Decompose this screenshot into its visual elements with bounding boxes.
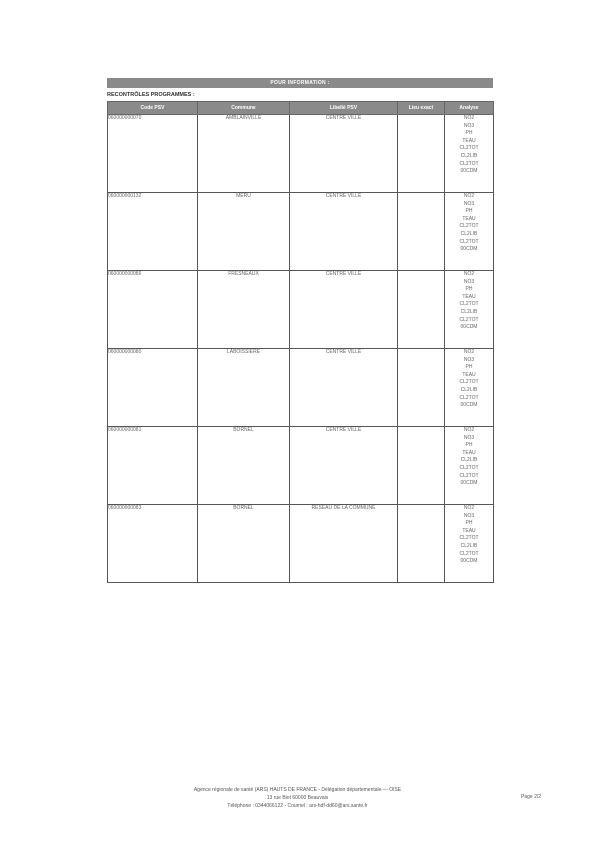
cell-analyses (445, 193, 494, 271)
header-libelle-psv: Libellé PSV (290, 102, 398, 115)
analysis-item: PH (465, 130, 473, 137)
cell-libelle-psv: CENTRE VILLE (290, 271, 398, 349)
analysis-item: TEAU (462, 527, 476, 534)
table-row (108, 427, 494, 505)
analysis-item: 00CDM (460, 402, 478, 409)
analysis-item: 00CDM (460, 246, 478, 253)
analysis-item: TEAU (462, 371, 476, 378)
footer-contact: Téléphone : 0344066122 - Courriel : ars-hdf-dd60@ars.sante.fr (227, 803, 368, 809)
table-row (108, 349, 494, 427)
footer (0, 786, 595, 810)
analysis-item: PH (465, 286, 473, 293)
analysis-item: PH (465, 208, 473, 215)
analysis-item: NO2 (463, 193, 475, 199)
analysis-item: CL2TOT (459, 472, 479, 479)
cell-commune: FRESNEAUX (198, 271, 290, 349)
cell-lieu-exact (398, 505, 445, 583)
cell-lieu-exact (398, 349, 445, 427)
analysis-item: NO3 (463, 200, 475, 207)
analysis-item: NO2 (463, 427, 475, 433)
analysis-item: TEAU (462, 137, 476, 144)
controls-table (107, 101, 494, 583)
cell-lieu-exact (398, 427, 445, 505)
analysis-item: PH (465, 520, 473, 527)
cell-lieu-exact (398, 271, 445, 349)
footer-agency: Agence régionale de santé (ARS) HAUTS DE FRANCE - Délégation départementale — OISE (193, 787, 402, 793)
cell-code-psv: 060000000080 (108, 349, 198, 427)
analysis-item: NO3 (463, 122, 475, 129)
cell-code-psv: 060000000132 (108, 193, 198, 271)
table-row (108, 505, 494, 583)
cell-libelle-psv: CENTRE VILLE (290, 193, 398, 271)
cell-lieu-exact (398, 193, 445, 271)
analysis-item: CL2LIB (460, 542, 478, 549)
header-code-psv: Code PSV (108, 102, 198, 115)
table-header-row (108, 102, 494, 115)
analysis-item: CL2TOT (459, 238, 479, 245)
cell-libelle-psv: CENTRE VILLE (290, 349, 398, 427)
cell-code-psv: 060000000070 (108, 115, 198, 193)
cell-libelle-psv: RESEAU DE LA COMMUNE (290, 505, 398, 583)
analysis-item: TEAU (462, 449, 476, 456)
header-commune: Commune (198, 102, 290, 115)
analysis-item: CL2TOT (459, 223, 479, 230)
cell-analyses (445, 427, 494, 505)
page-number: Page 2/2 (521, 794, 542, 800)
analysis-item: NO2 (463, 349, 475, 355)
cell-lieu-exact (398, 115, 445, 193)
cell-commune: LABOISSIERE (198, 349, 290, 427)
table-row (108, 193, 494, 271)
info-banner: POUR INFORMATION : (107, 78, 493, 88)
header-lieu-exact: Lieu exact (398, 102, 445, 115)
analysis-item: 00CDM (460, 480, 478, 487)
analysis-item: NO2 (463, 271, 475, 277)
analysis-item: TEAU (462, 215, 476, 222)
analysis-item: NO2 (463, 115, 475, 121)
cell-analyses (445, 271, 494, 349)
analysis-item: TEAU (462, 293, 476, 300)
analysis-item: CL2LIB (460, 457, 478, 464)
analysis-item: NO3 (463, 356, 475, 363)
analysis-item: PH (465, 364, 473, 371)
analysis-item: CL2LIB (460, 230, 478, 237)
header-analyse: Analyse (445, 102, 494, 115)
section-title: RECONTRÔLES PROGRAMMES : (107, 92, 195, 98)
analysis-item: CL2TOT (459, 145, 479, 152)
analysis-item: CL2TOT (459, 316, 479, 323)
cell-commune: BORNEL (198, 427, 290, 505)
cell-analyses (445, 115, 494, 193)
cell-code-psv: 060000000081 (108, 427, 198, 505)
analysis-item: CL2TOT (459, 550, 479, 557)
cell-commune: BORNEL (198, 505, 290, 583)
cell-commune: AMBLAINVILLE (198, 115, 290, 193)
analysis-item: CL2LIB (460, 152, 478, 159)
analysis-item: NO3 (463, 512, 475, 519)
analysis-item: CL2LIB (460, 308, 478, 315)
analysis-item: NO2 (463, 505, 475, 511)
cell-analyses (445, 505, 494, 583)
table-row (108, 271, 494, 349)
cell-analyses (445, 349, 494, 427)
cell-commune: MERU (198, 193, 290, 271)
analysis-item: CL2TOT (459, 394, 479, 401)
analysis-item: NO3 (463, 278, 475, 285)
analysis-item: CL2TOT (459, 535, 479, 542)
table-row (108, 115, 494, 193)
footer-address: 13 rue Biot 60000 Beauvais (266, 795, 329, 801)
cell-libelle-psv: CENTRE VILLE (290, 427, 398, 505)
analysis-item: CL2TOT (459, 379, 479, 386)
analysis-item: CL2TOT (459, 464, 479, 471)
analysis-item: CL2TOT (459, 301, 479, 308)
analysis-item: CL2TOT (459, 160, 479, 167)
cell-code-psv: 060000000083 (108, 505, 198, 583)
cell-libelle-psv: CENTRE VILLE (290, 115, 398, 193)
analysis-item: 00CDM (460, 168, 478, 175)
analysis-item: 00CDM (460, 558, 478, 565)
analysis-item: PH (465, 442, 473, 449)
analysis-item: 00CDM (460, 324, 478, 331)
analysis-item: NO3 (463, 434, 475, 441)
cell-code-psv: 060000000086 (108, 271, 198, 349)
analysis-item: CL2LIB (460, 386, 478, 393)
